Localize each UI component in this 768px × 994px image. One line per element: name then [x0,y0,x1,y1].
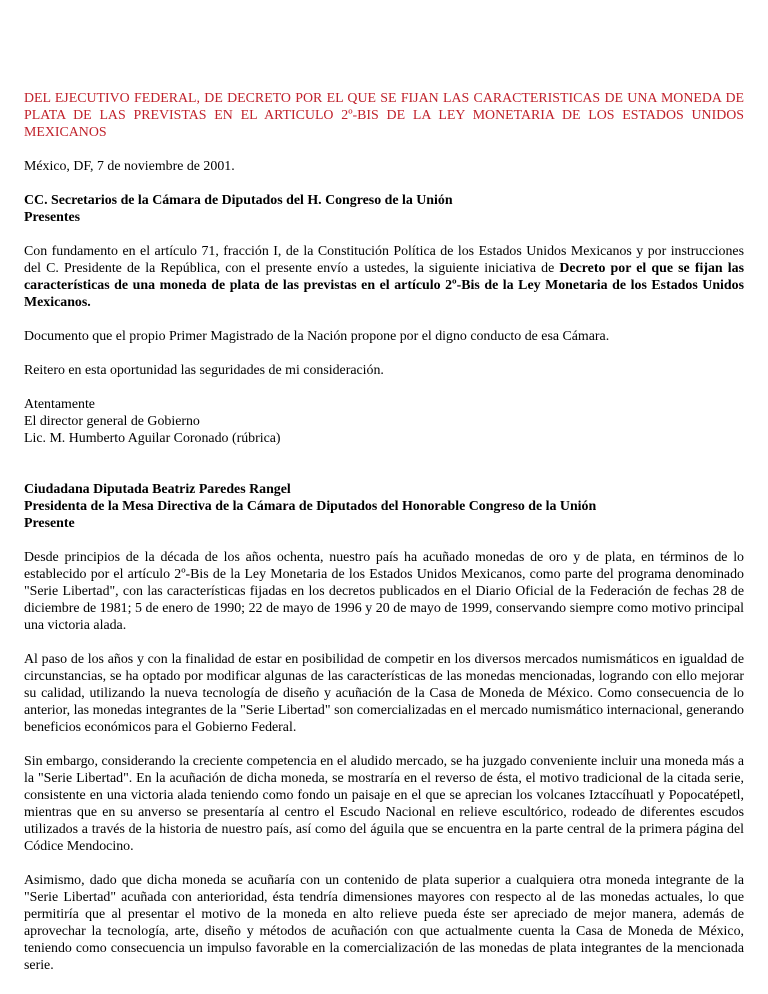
body-paragraph-1: Desde principios de la década de los años ochenta, nuestro país ha acuñado monedas de oro y de plata, en términos de lo establecido por el artículo 2º-Bis de la Ley Monetaria de los Estados Unidos Mexicanos, como parte del programa denominado "Serie Libertad", con las características fijadas en los decretos publicados en el Diario Oficial de la Federación de fechas 28 de diciembre de 1981; 5 de enero de 1990; 22 de mayo de 1996 y 20 de mayo de 1999, conservando siempre como motivo principal una victoria alada. [24,550,744,633]
proposal-paragraph: Documento que el propio Primer Magistrado de la Nación propone por el digno conducto de esa Cámara. [24,329,610,344]
intro-text: Con fundamento en el artículo 71, fracción I, de la Constitución Política de los Estados Unidos Mexicanos y por instrucciones del C. Presidente de la República, con el presente envío a ustedes, la siguiente iniciativa de [24,244,744,276]
recipients-line-1: CC. Secretarios de la Cámara de Diputados del H. Congreso de la Unión [24,193,453,208]
signature-block [24,396,744,447]
date-line: México, DF, 7 de noviembre de 2001. [24,159,235,174]
signature-closing: Atentamente [24,397,95,412]
signature-position: El director general de Gobierno [24,414,200,429]
regards-paragraph: Reitero en esta oportunidad las seguridades de mi consideración. [24,363,384,378]
intro-decree-title: Decreto por el que se fijan las características de una moneda de plata de las previstas en el artículo 2º-Bis de la Ley Monetaria de los Estados Unidos Mexicanos. [24,261,744,310]
intro-paragraph [24,243,744,311]
body-paragraph-3: Sin embargo, considerando la creciente competencia en el aludido mercado, se ha juzgado conveniente incluir una moneda más a la "Serie Libertad". En la acuñación de dicha moneda, se mostraría en el reverso de ésta, el motivo tradicional de la citada serie, consistente en una victoria alada teniendo como fondo un paisaje en el que se aprecian los volcanes Iztaccíhuatl y Popocatépetl, mientras que en su anverso se presentaría al centro el Escudo Nacional en relieve escultórico, rodeado de diferentes escudos utilizados a través de la historia de nuestro país, así como del águila que se encuentra en la parte central de la primera página del Códice Mendocino. [24,754,744,854]
document-title: DEL EJECUTIVO FEDERAL, DE DECRETO POR EL QUE SE FIJAN LAS CARACTERISTICAS DE UNA MONEDA DE PLATA DE LAS PREVISTAS EN EL ARTICULO 2º-BIS DE LA LEY MONETARIA DE LOS ESTADOS UNIDOS MEXICANOS [24,91,744,140]
addressee-name: Ciudadana Diputada Beatriz Paredes Rangel [24,482,291,497]
recipients-block [24,192,744,226]
addressee-position: Presidenta de la Mesa Directiva de la Cámara de Diputados del Honorable Congreso de la Unión [24,499,597,514]
recipients-line-2: Presentes [24,210,81,225]
addressee-block [24,481,744,532]
addressee-greeting: Presente [24,516,75,531]
body-paragraph-4: Asimismo, dado que dicha moneda se acuñaría con un contenido de plata superior a cualquiera otra moneda integrante de la "Serie Libertad" acuñada con anterioridad, ésta tendría dimensiones mayores con respecto al de las monedas actuales, lo que permitiría que al presentar el motivo de la moneda en alto relieve pueda éste ser apreciado de mejor manera, además de aprovechar la tecnología, arte, diseño y métodos de acuñación con que actualmente cuenta la Casa de Moneda de México, teniendo como consecuencia un impulso favorable en la comercialización de las monedas de plata integrantes de la mencionada serie. [24,873,744,973]
signature-name: Lic. M. Humberto Aguilar Coronado (rúbrica) [24,431,281,446]
body-paragraph-2: Al paso de los años y con la finalidad de estar en posibilidad de competir en los diversos mercados numismáticos en igualdad de circunstancias, se ha optado por modificar algunas de las características de las monedas mencionadas, logrando con ello mejorar su calidad, utilizando la nueva tecnología de diseño y acuñación de la Casa de Moneda de México. Como consecuencia de lo anterior, las monedas integrantes de la "Serie Libertad" son comercializadas en el mercado numismático internacional, generando beneficios económicos para el Gobierno Federal. [24,652,744,735]
